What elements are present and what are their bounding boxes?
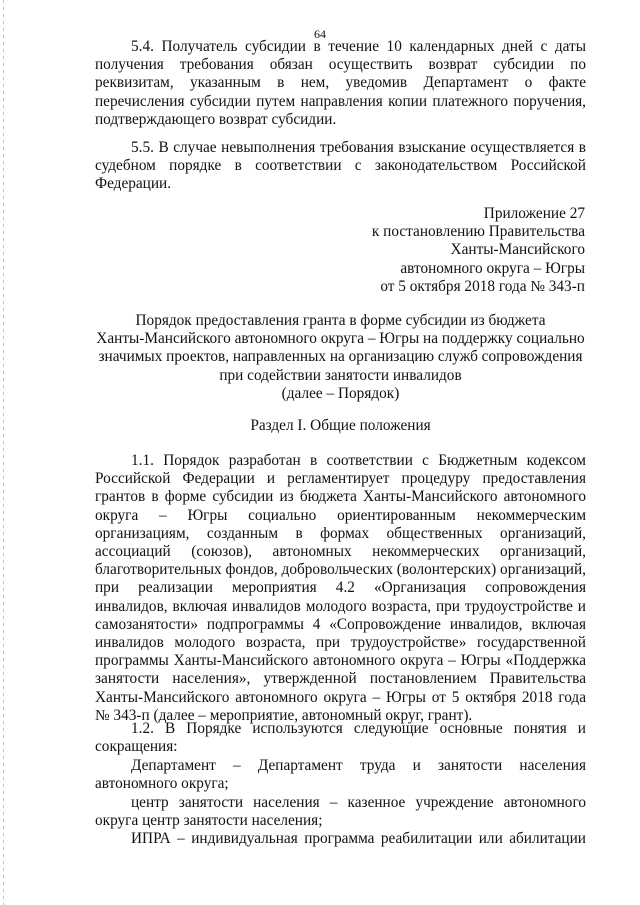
- appendix-line-2: к постановлению Правительства: [371, 223, 585, 241]
- clause-1-1: [95, 452, 586, 725]
- clause-1-1-text: 1.1. Порядок разработан в соответствии с Бюджетным кодексом Российской Федерации и регламентирует процедуру предоставления грантов в форме субсидии из бюджета Ханты-Мансийского автономного округа – Югры социально ориентированным некоммерческим организациям, созданным в формах общественных организаций, ассоциаций (союзов), автономных некоммерческих организаций, благотворительных фондов, добровольческих (волонтерских) организаций, при реализации мероприятия 4.2 «Организация сопровождения инвалидов, включая инвалидов молодого возраста, при трудоустройстве и самозанятости» подпрограммы 4 «Сопровождение инвалидов, включая инвалидов молодого возраста, при трудоустройстве» государственной программы Ханты-Мансийского автономного округа – Югры «Поддержка занятости населения», утвержденной постановлением Правительства Ханты-Мансийского автономного округа – Югры от 5 октября 2018 года № 343-п (далее – мероприятие, автономный округ, грант).: [95, 452, 586, 724]
- definition-ipra-text: ИПРА – индивидуальная программа реабилитации или абилитации: [131, 830, 586, 847]
- clause-1-2: [95, 720, 586, 756]
- document-title: [95, 312, 586, 403]
- title-line-2: Ханты-Мансийского автономного округа – Югры на поддержку социально: [96, 330, 585, 348]
- definition-employment-center-text: центр занятости населения – казенное учреждение автономного округа центр занятости населения;: [95, 794, 586, 830]
- definition-employment-center: [95, 794, 586, 830]
- appendix-line-1: Приложение 27: [483, 205, 585, 222]
- title-line-5: (далее – Порядок): [281, 384, 400, 402]
- section-heading: Раздел I. Общие положения: [250, 417, 431, 434]
- page-binding-edge: [3, 0, 4, 905]
- page-number: 64: [314, 27, 326, 41]
- clause-5-5-text: 5.5. В случае невыполнения требования взыскание осуществляется в судебном порядке в соответствии с законодательством Российской Федерации.: [95, 139, 586, 193]
- appendix-line-4: автономного округа – Югры: [400, 259, 585, 277]
- appendix-line-3: Ханты-Мансийского: [450, 241, 585, 259]
- clause-1-2-text: 1.2. В Порядке используются следующие основные понятия и сокращения:: [95, 720, 586, 756]
- title-line-1: Порядок предоставления гранта в форме субсидии из бюджета: [135, 312, 546, 329]
- appendix-header: [265, 205, 585, 296]
- clause-5-5: [95, 139, 586, 194]
- definition-ipra: [95, 830, 586, 848]
- title-line-4: при содействии занятости инвалидов: [219, 366, 462, 384]
- definition-department-text: Департамент – Департамент труда и занятости населения автономного округа;: [95, 757, 586, 793]
- clause-5-4-text: 5.4. Получатель субсидии в течение 10 календарных дней с даты получения требования обязан осуществить возврат субсидии по реквизитам, указанным в нем, уведомив Департамент о факте перечисления субсидии путем направления копии платежного поручения, подтверждающего возврат субсидии.: [95, 38, 586, 128]
- definition-department: [95, 757, 586, 793]
- clause-5-4: [95, 38, 586, 129]
- title-line-3: значимых проектов, направленных на организацию служб сопровождения: [98, 348, 583, 366]
- appendix-line-5: от 5 октября 2018 года № 343-п: [380, 277, 585, 295]
